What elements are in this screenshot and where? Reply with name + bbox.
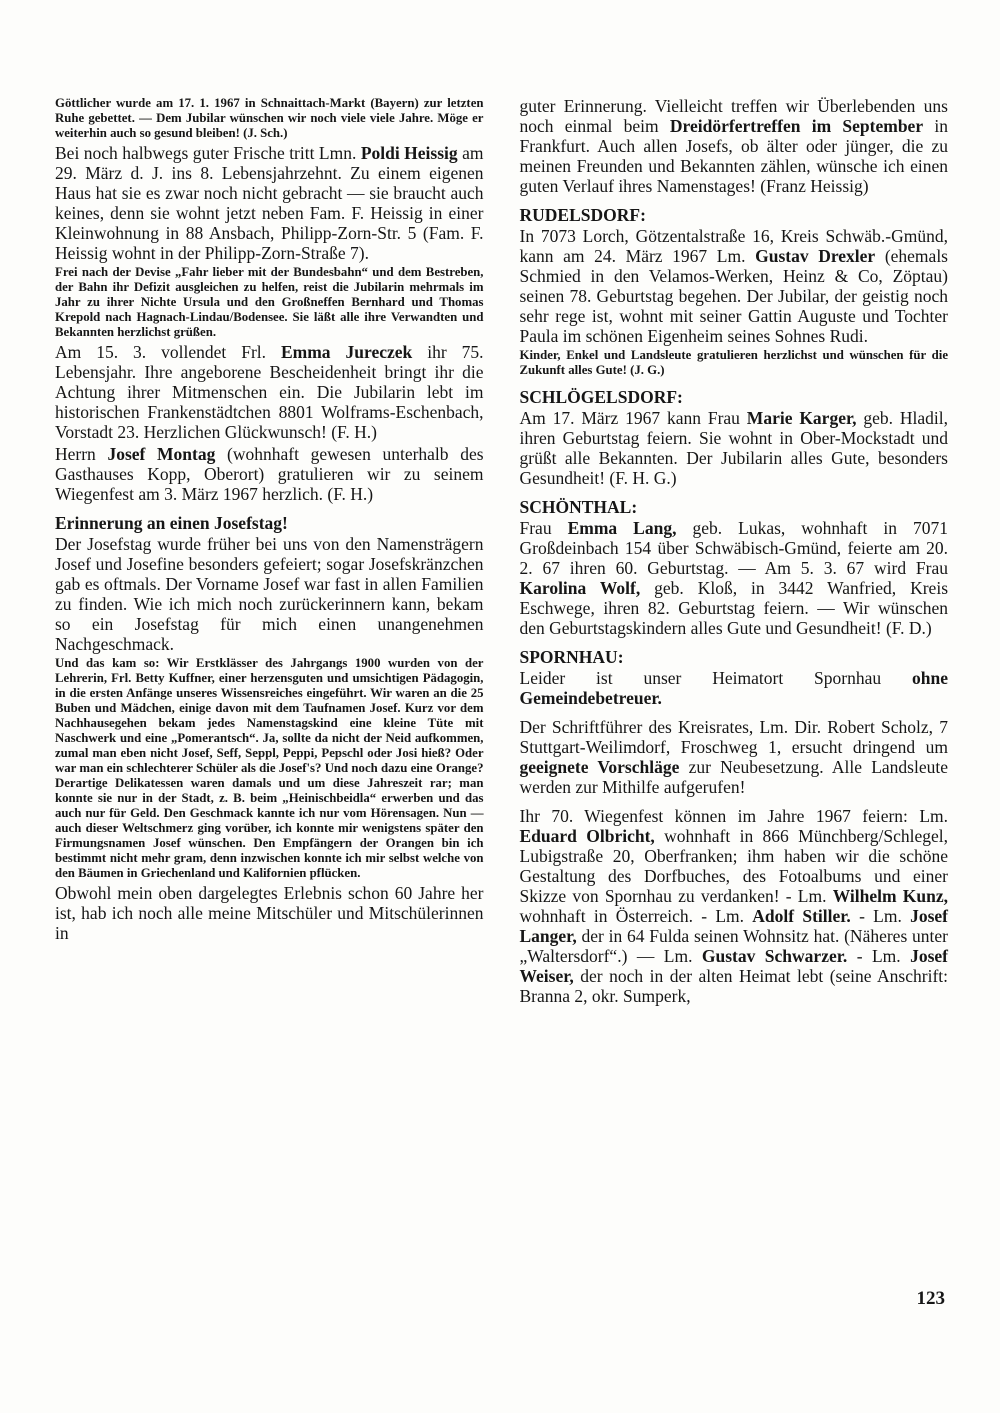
paragraph-body — [55, 883, 484, 943]
text-run: Leider ist unser Heimatort Spornhau — [519, 668, 913, 688]
text-run: - Lm. — [850, 906, 911, 926]
text-run: der noch in der alten Heimat lebt (seine Anschrift: Branna 2, okr. Sumperk, — [519, 966, 948, 1006]
text-run: RUDELSDORF: — [519, 205, 646, 225]
text-run: geb. Hladil, ihren Geburtstag feiern. Sie wohnt in Ober-Mockstadt und grüßt alle Bekannten. Der Jubilarin alles Gute, besonders Gesundheit! (F. H. G.) — [519, 408, 948, 488]
text-run: Obwohl mein oben dargelegtes Erlebnis schon 60 Jahre her ist, hab ich noch alle meine Mitschüler und Mitschülerinnen in — [55, 883, 484, 943]
text-run: wohnhaft in Österreich. - Lm. — [519, 906, 753, 926]
text-run: Der Josefstag wurde früher bei uns von den Namensträgern Josef und Josefine besonders gefeiert; sogar Josefskränzchen gab es oftmals. Der Vorname Josef war fast in allen Familien zu finden. Wie ich mich noch zurückerinnern kann, bekam so ein Josefstag für mich einen unangenehmen Nachgeschmack. — [55, 534, 484, 654]
text-run: SCHÖNTHAL: — [519, 497, 638, 517]
text-run: der in 64 Fulda seinen Wohnsitz hat. (Näheres unter „Waltersdorf“.) — Lm. — [519, 926, 948, 966]
text-run: (ehemals Schmied in den Velamos-Werken, Heinz & Co, Zöptau) seinen 78. Geburtstag begehen. Der Jubilar, der geistig noch sehr rege ist, wohnt mit seiner Gattin Auguste und Tochter Paula im schönen Eigenheim seines Sohnes Rudi. — [519, 246, 948, 346]
emphasized-text: Gustav Drexler — [755, 246, 876, 266]
text-run: Frau — [519, 518, 568, 538]
paragraph-small — [520, 348, 949, 378]
two-column-text-area — [55, 96, 948, 1008]
text-run: Kinder, Enkel und Landsleute gratulieren herzlichst und wünschen für die Zukunft alles Gute! (J. G.) — [519, 348, 948, 377]
text-run: Herrn — [55, 444, 108, 464]
text-run: ihr 75. Lebensjahr. Ihre angeborene Bescheidenheit bringt ihr die Achtung ihrer Mitmenschen ein. Die Jubilarin lebt im historischen Frankenstädtchen 8801 Wolframs-Eschenbach, Vorstadt 23. Herzlichen Glückwunsch! (F. H.) — [55, 342, 484, 442]
text-run: Der Schriftführer des Kreisrates, Lm. Dir. Robert Scholz, 7 Stuttgart-Weilimdorf, Froschweg 1, ersucht dringend um — [519, 717, 948, 757]
emphasized-text: Und das kam so: — [55, 656, 160, 670]
paragraph-body — [520, 806, 949, 1006]
section-heading — [520, 387, 949, 407]
text-run: zur Neubesetzung. Alle Landsleute werden zur Mithilfe aufgerufen! — [519, 757, 948, 797]
emphasized-text: Wilhelm Kunz, — [832, 886, 948, 906]
text-run: Göttlicher wurde am 17. 1. 1967 in Schnaittach-Markt (Bayern) zur letzten Ruhe gebettet. — Dem Jubilar wünschen wir noch viele viele Jahre. Möge er weiterhin auch so gesund bleiben! (J. Sch.) — [55, 96, 484, 140]
emphasized-text: Josef Weiser, — [519, 946, 948, 986]
paragraph-body — [520, 96, 949, 196]
text-run: guter Erinnerung. Vielleicht treffen wir Überlebenden uns noch einmal beim — [519, 96, 948, 136]
page-number: 123 — [916, 1288, 945, 1309]
text-run: in Frankfurt. Auch allen Josefs, ob älter oder jünger, die zu meinen Freunden und Bekannten zählen, wünsche ich einen guten Verlauf ihres Namenstages! (Franz Heissig) — [519, 116, 948, 196]
section-heading — [520, 205, 949, 225]
emphasized-text: Eduard Olbricht, — [519, 826, 655, 846]
emphasized-text: Emma Lang, — [567, 518, 677, 538]
paragraph-small — [55, 265, 484, 340]
paragraph-body — [520, 668, 949, 708]
emphasized-text: Gustav Schwarzer. — [701, 946, 848, 966]
paragraph-body — [520, 518, 949, 638]
section-heading — [520, 647, 949, 667]
emphasized-text: Emma Jureczek — [280, 342, 413, 362]
paragraph-body — [55, 342, 484, 442]
text-run: SPORNHAU: — [519, 647, 624, 667]
section-heading — [55, 513, 484, 533]
paragraph-body — [520, 226, 949, 346]
paragraph-body — [520, 717, 949, 797]
paragraph-small — [55, 96, 484, 141]
right-column — [520, 96, 949, 1008]
paragraph-small — [55, 656, 484, 881]
text-run: Am 17. März 1967 kann Frau — [519, 408, 747, 428]
emphasized-text: Marie Karger, — [746, 408, 857, 428]
emphasized-text: ohne Gemeindebetreuer. — [519, 668, 948, 708]
text-run: wohnhaft in 866 Münchberg/Schlegel, Lubigstraße 20, Oberfranken; ihm haben wir die schöne Gestaltung des Dorfbuches, des Fotoalbums und einer Skizze von Spornhau zu verdanken! - Lm. — [519, 826, 948, 906]
text-run: Ihr 70. Wiegenfest können im Jahre 1967 feiern: Lm. — [519, 806, 948, 826]
text-run: am 29. März d. J. ins 8. Lebensjahrzehnt. Zu einem eigenen Haus hat sie es zwar noch nicht gebracht — sie braucht auch keines, denn sie wohnt jetzt neben Fam. F. Heissig in einer Kleinwohnung in 88 Ansbach, Philipp-Zorn-Str. 5 (Fam. F. Heissig wohnt in der Philipp-Zorn-Straße 7). — [55, 143, 484, 263]
text-run: In 7073 Lorch, Götzentalstraße 16, Kreis Schwäb.-Gmünd, kann am 24. März 1967 Lm. — [519, 226, 948, 266]
emphasized-text: Adolf Stiller. — [752, 906, 851, 926]
text-run: Bei noch halbwegs guter Frische tritt Lmn. — [55, 143, 361, 163]
paragraph-body — [55, 534, 484, 654]
paragraph-body — [55, 143, 484, 263]
text-run: geb. Kloß, in 3442 Wanfried, Kreis Eschwege, ihren 82. Geburtstag feiern. — Wir wünschen den Geburtstagskindern alles Gute und Gesundheit! (F. D.) — [519, 578, 949, 638]
text-run: Am 15. 3. vollendet Frl. — [55, 342, 281, 362]
text-run: SCHLÖGELSDORF: — [519, 387, 683, 407]
emphasized-text: Karolina Wolf, — [519, 578, 641, 598]
emphasized-text: Josef Langer, — [519, 906, 949, 946]
text-run: Erinnerung an einen Josefstag! — [55, 513, 288, 533]
text-run: (wohnhaft gewesen unterhalb des Gasthauses Kopp, Oberort) gratulieren wir zu seinem Wiegenfest am 3. März 1967 herzlich. (F. H.) — [55, 444, 484, 504]
emphasized-text: geeignete Vorschläge — [519, 757, 680, 777]
left-column — [55, 96, 484, 1008]
paragraph-body — [55, 444, 484, 504]
emphasized-text: Josef Montag — [107, 444, 216, 464]
paragraph-body — [520, 408, 949, 488]
text-run: - Lm. — [847, 946, 911, 966]
text-run: Frei nach der Devise „Fahr lieber mit der Bundesbahn“ und dem Bestreben, der Bahn ihr Defizit ausgleichen zu helfen, reist die Jubilarin mehrmals im Jahr zu ihrer Nichte Ursula und den Großneffen Bernhard und Thomas Krepold nach Hagnach-Lindau/Bodensee. Sie läßt alle ihre Verwandten und Bekannten herzlichst grüßen. — [55, 265, 484, 339]
emphasized-text: Dreidörfertreffen im September — [669, 116, 924, 136]
text-run: Wir Erstklässer des Jahrgangs 1900 wurden von der Lehrerin, Frl. Betty Kuffner, einer herzensguten und umsichtigen Pädagogin, in die ersten Anfänge unseres Wissensreiches eingeführt. Wir waren an die 25 Buben und Mädchen, einige davon mit dem Taufnamen Josef. Kurz vor dem Nachhausegehen bekam jedes Namenstagskind eine kleine Tüte mit Naschwerk und eine „Pomerantsch“. Ja, sollte da nicht der Neid aufkommen, zumal man eben nicht Josef, Seff, Seppl, Peppi, Pepschl oder Josi hieß? Oder war man ein schlechterer Schüler als die Josef's? Und noch dazu eine Orange? Derartige Delikatessen waren damals und um diese Jahreszeit rar; man konnte sie nur in der Stadt, z. B. beim „Heinischbeidla“ erwerben und das auch nur für Geld. Den Geschmack kannte ich nur vom Hörensagen. Nun — auch dieser Weltschmerz ging vorüber, ich konnte mir wenigstens später den Firmungsnamen Josef wünschen. Den Empfängern der Orangen bin ich bestimmt nicht mehr gram, denn inzwischen konnte ich mir selbst welche von den Bäumen in Griechenland und Kalifornien pflücken. — [55, 656, 484, 880]
text-run: geb. Lukas, wohnhaft in 7071 Großdeinbach 154 über Schwäbisch-Gmünd, feierte am 20. 2. 67 ihren 60. Geburtstag. — Am 5. 3. 67 wird Frau — [519, 518, 949, 578]
emphasized-text: Poldi Heissig — [360, 143, 458, 163]
section-heading — [520, 497, 949, 517]
